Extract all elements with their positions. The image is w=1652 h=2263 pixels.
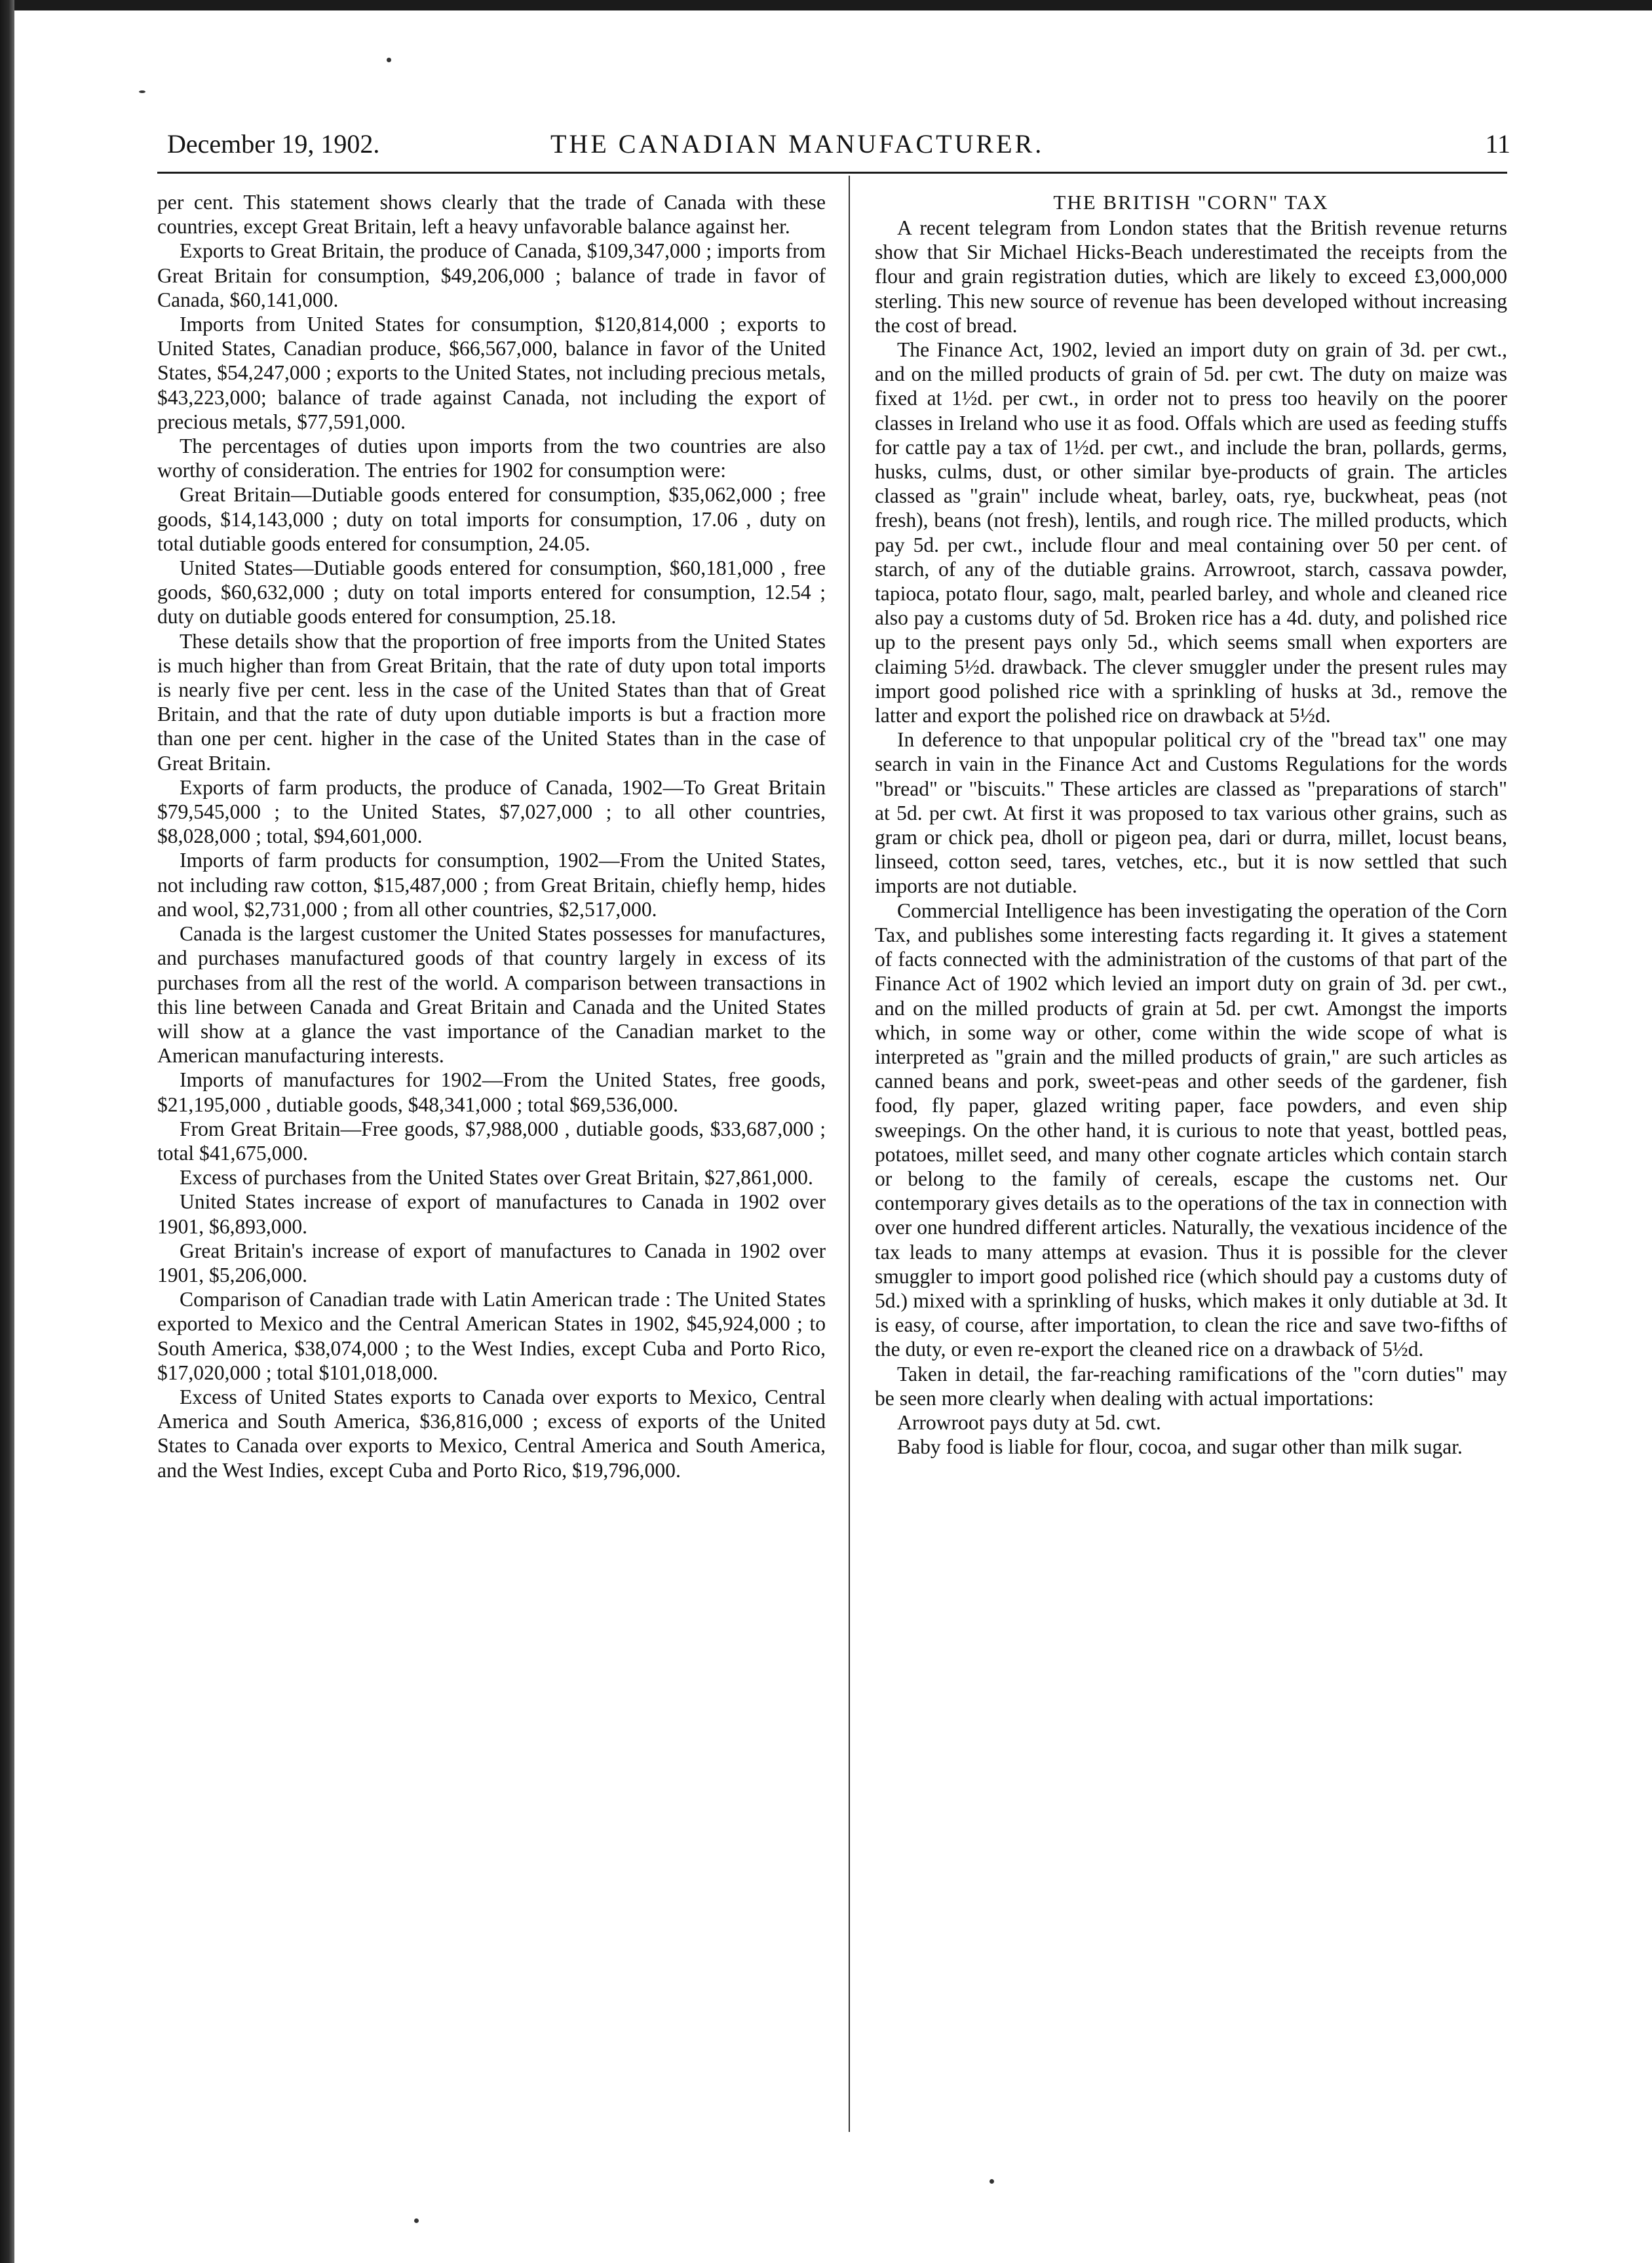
paragraph: In deference to that unpopular political cry of the "bread tax" one may search in vain in the Finance Act and Customs Regulations for the words "bread" or "biscuits." These articles are classed as "preparations of starch" at 5d. per cwt. At first it was proposed to tax various other grains, such as gram or chick pea, dholl or pigeon pea, dari or durra, millet, locust beans, linseed, cotton seed, tares, vetches, etc., but it is now settled that such imports are not dutiable. — [875, 728, 1507, 898]
paragraph: Excess of United States exports to Canada over exports to Mexico, Central America and South America, $36,816,000 ; excess of exports of the United States to Canada over exports to Mexico, Central America and South America, and the West Indies, except Cuba and Porto Rico, $19,796,000. — [157, 1385, 826, 1482]
paragraph: Imports of manufactures for 1902—From the United States, free goods, $21,195,000 , dutiable goods, $48,341,000 ; total $69,536,000. — [157, 1068, 826, 1116]
scan-speck — [989, 2179, 994, 2184]
paragraph: Imports from United States for consumption, $120,814,000 ; exports to United States, Canadian produce, $66,567,000, balance in favor of the United States, $54,247,000 ; exports to the United States, not including precious metals, $43,223,000; balance of trade against Canada, not including the export of precious metals, $77,591,000. — [157, 313, 826, 433]
paragraph: Exports to Great Britain, the produce of Canada, $109,347,000 ; imports from Great Britain for consumption, $49,206,000 ; balance of trade in favor of Canada, $60,141,000. — [157, 239, 826, 311]
scan-top-edge — [0, 0, 1652, 10]
paragraph: Taken in detail, the far-reaching ramifications of the "corn duties" may be seen more clearly when dealing with actual importations: — [875, 1362, 1507, 1410]
header-rule — [157, 172, 1507, 174]
paragraph: Imports of farm products for consumption, 1902—From the United States, not including raw cotton, $15,487,000 ; from Great Britain, chiefly hemp, hides and wool, $2,731,000 ; from all other countries, $2,517,000. — [157, 849, 826, 921]
paragraph: Commercial Intelligence has been investigating the operation of the Corn Tax, and publishes some interesting facts regarding it. It gives a statement of facts connected with the administration of the customs of that part of the Finance Act of 1902 which levied an import duty on grain of 3d. per cwt., and on the milled products of grain at 5d. per cwt. Amongst the imports which, in some way or other, come within the wide scope of what is interpreted as "grain and the milled products of grain," are such articles as canned beans and pork, sweet-peas and other seeds of the gardener, fish food, fly paper, glazed writing paper, face powders, and even ship sweepings. On the other hand, it is curious to note that yeast, bottled peas, potatoes, millet seed, and many other cognate articles which contain starch or belong to the family of cereals, escape the customs net. Our contemporary gives details as to the operations of the tax in connection with over one hundred different articles. Naturally, the vexatious incidence of the tax leads to many attemps at evasion. Thus it is possible for the clever smuggler to import good polished rice (which should pay a customs duty of 5d.) mixed with a sprinkling of husks, which makes it only dutiable at 3d. It is easy, of course, after importation, to clean the rice and save two-fifths of the duty, or even re-export the cleaned rice on a drawback of 5½d. — [875, 899, 1507, 1361]
paragraph: Canada is the largest customer the United States possesses for manufactures, and purchases manufactured goods of that country largely in excess of its purchases from all the rest of the world. A comparison between transactions in this line between Canada and Great Britain and Canada and the United States will show at a glance the vast importance of the Canadian market to the American manufacturing interests. — [157, 922, 826, 1068]
publication-title: THE CANADIAN MANUFACTURER. — [550, 129, 1045, 159]
scan-left-edge — [0, 0, 14, 2263]
paragraph: Exports of farm products, the produce of Canada, 1902—To Great Britain $79,545,000 ; to the United States, $7,027,000 ; to all other countries, $8,028,000 ; total, $94,601,000. — [157, 775, 826, 848]
paragraph: These details show that the proportion of free imports from the United States is much higher than from Great Britain, that the rate of duty upon total imports is nearly five per cent. less in the case of the United States than that of Great Britain, and that the rate of duty upon dutiable imports is but a fraction more than one per cent. higher in the case of the United States than in the case of Great Britain. — [157, 629, 826, 775]
right-column — [875, 190, 1507, 1459]
paragraph: United States—Dutiable goods entered for consumption, $60,181,000 , free goods, $60,632,000 ; duty on total imports entered for consumption, 12.54 ; duty on dutiable goods entered for consumption, 25.18. — [157, 556, 826, 629]
paragraph: Great Britain's increase of export of manufactures to Canada in 1902 over 1901, $5,206,000. — [157, 1239, 826, 1286]
paragraph: per cent. This statement shows clearly that the trade of Canada with these countries, except Great Britain, left a heavy unfavorable balance against her. — [157, 191, 826, 239]
page-header — [167, 128, 1510, 168]
paragraph: The percentages of duties upon imports from the two countries are also worthy of consideration. The entries for 1902 for consumption were: — [157, 435, 826, 482]
paragraph: United States increase of export of manufactures to Canada in 1902 over 1901, $6,893,000. — [157, 1190, 826, 1238]
paragraph: The Finance Act, 1902, levied an import duty on grain of 3d. per cwt., and on the milled products of grain of 5d. per cwt. The duty on maize was fixed at 1½d. per cwt., in order not to press too heavily on the poorer classes in Ireland who use it as food. Offals which are used as feeding stuffs for cattle pay a tax of 1½d. per cwt., and include the bran, pollards, germs, husks, culms, dust, or other similar bye-products of grain. The articles classed as "grain" include wheat, barley, oats, rye, buckwheat, peas (not fresh), beans (not fresh), lentils, and rough rice. The milled products, which pay 5d. per cwt., include flour and meal containing over 50 per cent. of starch, of any of the dutiable grains. Arrowroot, starch, cassava powder, tapioca, potato flour, sago, malt, pearled barley, and whole and cleaned rice also pay a customs duty of 5d. Broken rice has a 4d. duty, and polished rice up to the present pays only 5d., which seems small when exporters are claiming 5½d. drawback. The clever smuggler under the present rules may import good polished rice with a sprinkling of husks at 3d., remove the latter and export the polished rice on drawback at 5½d. — [875, 338, 1507, 727]
column-divider — [849, 176, 850, 2132]
paragraph: Arrowroot pays duty at 5d. cwt. — [897, 1410, 1161, 1434]
scan-speck — [139, 90, 145, 93]
paragraph: A recent telegram from London states that the British revenue returns show that Sir Michael Hicks-Beach underestimated the receipts from the flour and grain registration duties, which are likely to exceed £3,000,000 sterling. This new source of revenue has been developed without increasing the cost of bread. — [875, 216, 1507, 337]
left-column — [157, 190, 826, 1482]
paragraph: From Great Britain—Free goods, $7,988,000 , dutiable goods, $33,687,000 ; total $41,675,000. — [157, 1117, 826, 1165]
paragraph: Baby food is liable for flour, cocoa, and sugar other than milk sugar. — [897, 1435, 1463, 1459]
paragraph: Comparison of Canadian trade with Latin American trade : The United States exported to Mexico and the Central American States in 1902, $45,924,000 ; to South America, $38,074,000 ; to the West Indies, except Cuba and Porto Rico, $17,020,000 ; total $101,018,000. — [157, 1288, 826, 1384]
scan-speck — [387, 58, 391, 62]
header-date: December 19, 1902. — [167, 129, 380, 159]
paragraph: Excess of purchases from the United States over Great Britain, $27,861,000. — [180, 1166, 813, 1190]
article-heading: THE BRITISH "CORN" TAX — [1053, 191, 1329, 214]
page-number: 11 — [1485, 129, 1510, 159]
scan-speck — [414, 2218, 419, 2223]
paragraph: Great Britain—Dutiable goods entered for consumption, $35,062,000 ; free goods, $14,143,000 ; duty on total imports for consumption, 17.06 , duty on total dutiable goods entered for consumption, 24.05. — [157, 483, 826, 555]
